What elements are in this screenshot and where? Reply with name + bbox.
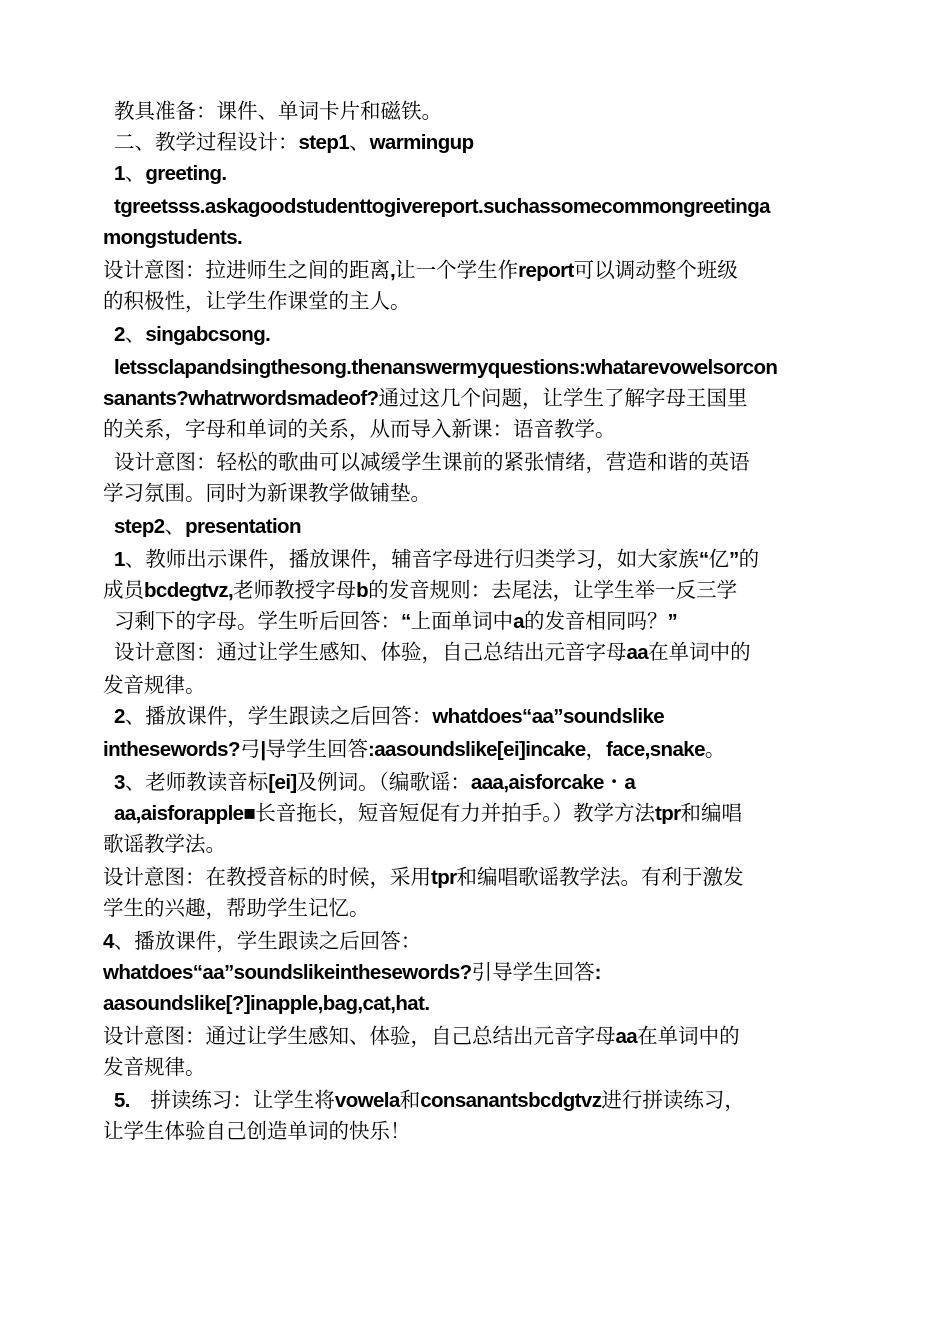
latin-text-run: b xyxy=(356,579,369,602)
text-line xyxy=(103,701,853,732)
text-line xyxy=(103,862,853,893)
text-run: 和 xyxy=(399,1088,421,1112)
latin-text-run: bcdegtvz, xyxy=(144,579,234,602)
text-line xyxy=(103,222,853,253)
text-line xyxy=(103,478,853,509)
text-line xyxy=(103,1021,853,1052)
latin-text-run: aa xyxy=(615,1025,638,1048)
latin-text-run: , xyxy=(390,259,396,282)
text-line xyxy=(103,158,853,189)
text-line xyxy=(103,127,853,158)
text-run: 、老师教读音标 xyxy=(124,770,269,794)
text-line xyxy=(103,767,853,798)
text-line xyxy=(103,637,853,668)
text-line xyxy=(103,988,853,1019)
text-run: 成员 xyxy=(103,578,144,602)
text-run: 导学生回答 xyxy=(265,737,369,761)
text-run: 在单词中的 xyxy=(648,640,751,664)
latin-text-run: : xyxy=(594,961,601,984)
text-line xyxy=(103,926,853,957)
text-run: 老师教授字母 xyxy=(233,578,357,602)
text-line xyxy=(103,286,853,317)
latin-text-run: [ei] xyxy=(268,771,297,794)
text-run: 让学生体验自己创造单词的快乐！ xyxy=(103,1119,411,1143)
latin-text-run: warmingup xyxy=(369,131,474,154)
text-run: 发音规律。 xyxy=(103,1055,206,1079)
latin-text-run: 2 xyxy=(114,705,125,728)
text-line xyxy=(103,96,853,127)
text-run: 设计意图：通过让学生感知、体验，自己总结出元音字母 xyxy=(103,1024,616,1048)
text-run: 、 xyxy=(124,161,146,185)
latin-text-run: sanants?whatrwordsmadeof? xyxy=(103,387,379,410)
text-line xyxy=(103,319,853,350)
latin-text-run: greeting. xyxy=(145,162,227,185)
text-run: 、 xyxy=(349,130,370,154)
latin-text-run: whatdoes“aa”soundslikeinthesewords? xyxy=(103,961,472,984)
text-run: 的发音规则：去尾法，让学生举一反三学 xyxy=(368,578,738,602)
text-run: 、播放课件，学生跟读之后回答： xyxy=(113,929,422,953)
latin-text-run: ” xyxy=(728,548,739,571)
latin-text-run: | xyxy=(260,738,266,761)
text-line xyxy=(103,575,853,606)
text-run: 歌谣教学法。 xyxy=(103,832,226,856)
text-run: ・ xyxy=(603,770,625,794)
text-run: 、播放课件，学生跟读之后回答： xyxy=(124,704,433,728)
text-run: 上面单词中 xyxy=(410,609,514,633)
text-run: 的 xyxy=(738,547,760,571)
text-run: 设计意图：拉进师生之间的距离 xyxy=(103,258,390,282)
text-run: 通过这几个问题，让学生了解字母王国里 xyxy=(378,386,748,410)
text-line xyxy=(103,414,853,445)
latin-text-run: a xyxy=(513,610,524,633)
latin-text-run: singabcsong. xyxy=(145,323,271,346)
latin-text-run: vowela xyxy=(334,1089,400,1112)
text-line xyxy=(103,544,853,575)
text-run: ， xyxy=(585,737,607,761)
text-line xyxy=(103,1116,853,1147)
latin-text-run: 2 xyxy=(114,323,125,346)
latin-text-run: aa xyxy=(626,641,649,664)
latin-text-run: letssclapandsingthesong.thenanswermyquestions:whatarevowelsorcon xyxy=(114,356,778,379)
text-run: 进行拼读练习， xyxy=(601,1088,745,1112)
latin-text-run: face,snake xyxy=(606,738,705,761)
text-run: 及例词。（编歌谣： xyxy=(296,770,471,794)
text-run: 让一个学生作 xyxy=(395,258,519,282)
text-run: 弓 xyxy=(239,737,261,761)
text-line xyxy=(103,606,853,637)
latin-text-run: a xyxy=(624,771,636,794)
latin-text-run: presentation xyxy=(185,515,301,538)
latin-text-run: tgreetsss.askagoodstudenttogivereport.suchassomecommongreetinga xyxy=(114,195,770,218)
text-run: 拼读练习：让学生将 xyxy=(129,1088,335,1112)
latin-text-run: consanantsbcdgtvz xyxy=(420,1089,602,1112)
latin-text-run: “ xyxy=(698,548,709,571)
text-run: 长音拖长，短音短促有力并拍手。）教学方法 xyxy=(255,801,655,825)
text-line xyxy=(103,893,853,924)
text-line xyxy=(103,734,853,765)
latin-text-run: tpr xyxy=(655,802,681,825)
text-line xyxy=(103,798,853,829)
text-run: 在单词中的 xyxy=(637,1024,740,1048)
latin-text-run: tpr xyxy=(431,866,457,889)
text-run: 的发音相同吗？ xyxy=(523,609,668,633)
text-line xyxy=(103,447,853,478)
latin-text-run: aaa,aisforcake xyxy=(470,771,604,794)
text-line xyxy=(103,191,853,222)
latin-text-run: aasoundslike[?]inapple,bag,cat,hat. xyxy=(103,992,430,1015)
text-run: 设计意图：通过让学生感知、体验，自己总结出元音字母 xyxy=(114,640,627,664)
text-line xyxy=(103,829,853,860)
text-run: 二、教学过程设计： xyxy=(114,130,299,154)
text-run: 发音规律。 xyxy=(103,673,206,697)
latin-text-run: 3 xyxy=(114,771,125,794)
text-line xyxy=(103,255,853,286)
latin-text-run: whatdoes“aa”soundslike xyxy=(432,705,665,728)
text-run: 亿 xyxy=(708,547,729,571)
text-run: 引导学生回答 xyxy=(471,960,595,984)
text-run: 的积极性，让学生作课堂的主人。 xyxy=(103,289,411,313)
text-line xyxy=(103,1052,853,1083)
text-line xyxy=(103,352,853,383)
latin-text-run: 1 xyxy=(114,548,125,571)
text-run: 可以调动整个班级 xyxy=(573,258,738,282)
text-run: 学生的兴趣，帮助学生记忆。 xyxy=(103,896,370,920)
text-line xyxy=(103,670,853,701)
latin-text-run: “ xyxy=(401,610,411,633)
text-line xyxy=(103,1085,853,1116)
text-run: 设计意图：在教授音标的时候，采用 xyxy=(103,865,431,889)
latin-text-run: step1 xyxy=(298,131,350,154)
latin-text-run: step2 xyxy=(114,515,165,538)
text-run: 教具准备：课件、单词卡片和磁铁。 xyxy=(114,99,442,123)
latin-text-run: 1 xyxy=(114,162,125,185)
latin-text-run: ” xyxy=(667,610,678,633)
latin-text-run: mongstudents. xyxy=(103,226,243,249)
latin-text-run: inthesewords? xyxy=(103,738,240,761)
text-run: 学习氛围。同时为新课教学做铺垫。 xyxy=(103,481,431,505)
latin-text-run: aa,aisforapple■ xyxy=(114,802,256,825)
latin-text-run: :aasoundslike[ei]incake xyxy=(368,738,586,761)
text-run: 。 xyxy=(704,737,726,761)
document-body xyxy=(103,96,853,1147)
text-line xyxy=(103,511,853,542)
text-run: 、 xyxy=(124,322,146,346)
text-run: 、 xyxy=(164,514,186,538)
text-run: 的关系，字母和单词的关系，从而导入新课：语音教学。 xyxy=(103,417,616,441)
latin-text-run: report xyxy=(518,259,574,282)
text-run: 习剩下的字母。学生听后回答： xyxy=(114,609,401,633)
text-run: 设计意图：轻松的歌曲可以减缓学生课前的紧张情绪，营造和谐的英语 xyxy=(114,450,750,474)
text-run: 和编唱歌谣教学法。有利于激发 xyxy=(456,865,744,889)
text-run: 、教师出示课件，播放课件，辅音字母进行归类学习，如大家族 xyxy=(124,547,699,571)
latin-text-run: 4 xyxy=(103,930,114,953)
text-run: 和编唱 xyxy=(680,801,743,825)
text-line xyxy=(103,383,853,414)
text-line xyxy=(103,957,853,988)
latin-text-run: 5. xyxy=(114,1089,130,1112)
